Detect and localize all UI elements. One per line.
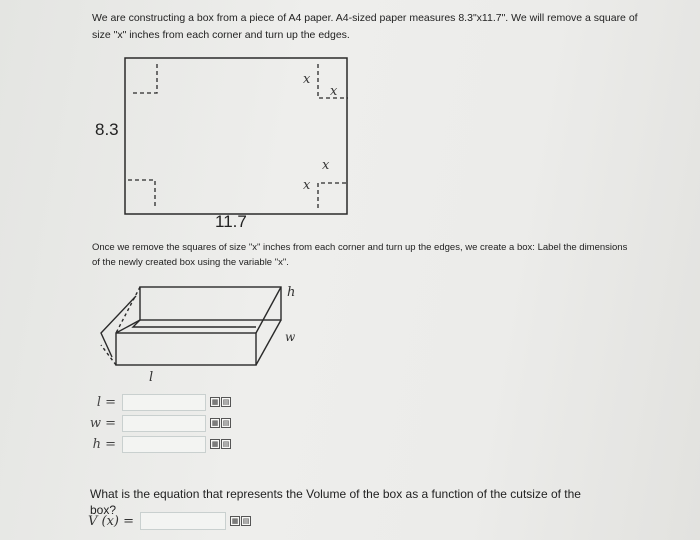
volume-input[interactable]	[140, 512, 226, 530]
formula-icon[interactable]: ▦	[211, 420, 219, 427]
formula-icon[interactable]: ▦	[211, 399, 219, 406]
preview-icon[interactable]: ▤	[222, 420, 230, 427]
length-answer-row	[86, 393, 231, 411]
preview-icon[interactable]: ▤	[242, 518, 250, 525]
height-answer-row	[86, 435, 231, 453]
width-label: w =	[89, 415, 116, 431]
corner-label-x: x	[303, 178, 311, 193]
width-answer-row	[86, 414, 231, 432]
volume-tools	[230, 516, 251, 526]
box-back-wall	[140, 287, 281, 320]
length-input[interactable]	[122, 394, 206, 411]
corner-label-x: x	[322, 158, 330, 173]
paper-width-label: 11.7	[215, 212, 247, 231]
problem-intro: We are constructing a box from a piece of A4 paper. A4-sized paper measures 8.3"x11.7". We will remove a square of size "x" inches from each corner and turn up the edges.	[92, 12, 638, 41]
box-instructions: Once we remove the squares of size "x" inches from each corner and turn up the edges, we create a box: Label the dimensions of the newly created box using the variable "x".	[92, 242, 628, 268]
height-tools	[210, 439, 231, 449]
box-front-wall	[116, 333, 256, 365]
box-diagram	[101, 287, 281, 365]
width-input[interactable]	[122, 415, 206, 432]
cutout-bottom-left	[128, 180, 155, 208]
preview-icon[interactable]: ▤	[222, 441, 230, 448]
cutout-bottom-right	[318, 183, 346, 208]
paper-outline	[125, 58, 347, 214]
corner-label-x: x	[330, 84, 338, 99]
formula-icon[interactable]: ▦	[231, 518, 239, 525]
box-height-var: h	[287, 285, 296, 300]
volume-answer-row	[88, 512, 251, 530]
formula-icon[interactable]: ▦	[211, 441, 219, 448]
preview-icon[interactable]: ▤	[222, 399, 230, 406]
paper-height-label: 8.3	[95, 120, 119, 139]
volume-question: What is the equation that represents the Volume of the box as a function of the cutsize of the box?	[90, 487, 581, 517]
length-tools	[210, 397, 231, 407]
cutout-top-left	[133, 64, 157, 93]
length-label: l =	[96, 394, 116, 410]
box-width-var: w	[285, 330, 296, 344]
volume-label: V (x) =	[88, 513, 135, 529]
height-label: h =	[92, 436, 116, 452]
corner-label-x: x	[303, 72, 311, 87]
height-input[interactable]	[122, 436, 206, 453]
box-length-var: l	[149, 370, 154, 385]
width-tools	[210, 418, 231, 428]
